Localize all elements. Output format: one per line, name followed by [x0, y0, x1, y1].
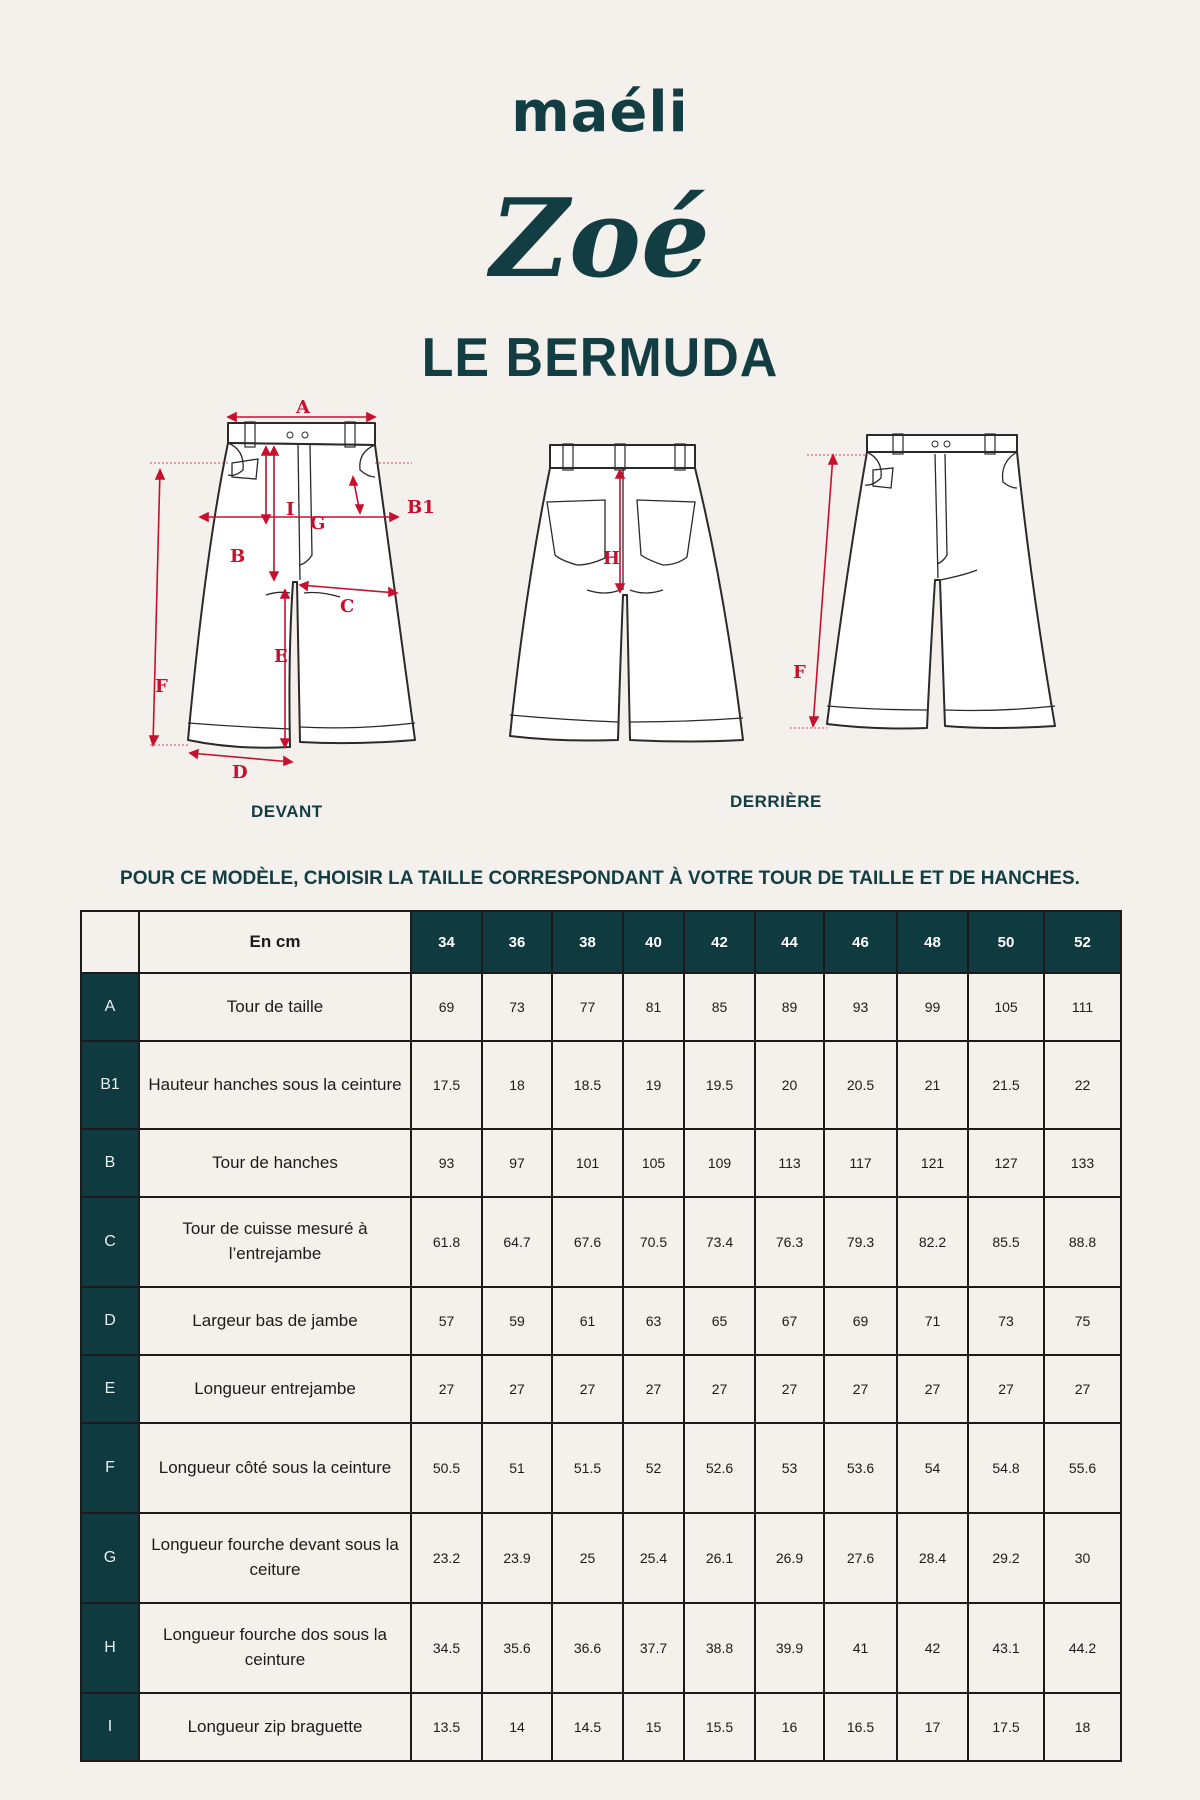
measure-value: 81 [623, 973, 684, 1041]
measure-code: F [81, 1423, 139, 1513]
table-row [81, 1287, 1121, 1355]
measure-value: 27 [824, 1355, 897, 1423]
measure-value: 27.6 [824, 1513, 897, 1603]
measure-value: 27 [552, 1355, 623, 1423]
measure-value: 93 [411, 1129, 482, 1197]
measure-value: 22 [1044, 1041, 1121, 1129]
measure-value: 55.6 [1044, 1423, 1121, 1513]
measure-value: 38.8 [684, 1603, 755, 1693]
measure-value: 105 [968, 973, 1044, 1041]
measure-value: 18 [1044, 1693, 1121, 1761]
measure-value: 73 [968, 1287, 1044, 1355]
measure-code: C [81, 1197, 139, 1287]
measure-value: 16 [755, 1693, 824, 1761]
measure-value: 69 [411, 973, 482, 1041]
measure-value: 44.2 [1044, 1603, 1121, 1693]
measure-label: Hauteur hanches sous la ceinture [139, 1041, 411, 1129]
measure-code: I [81, 1693, 139, 1761]
measure-value: 127 [968, 1129, 1044, 1197]
size-header-50: 50 [968, 911, 1044, 973]
measure-label: Largeur bas de jambe [139, 1287, 411, 1355]
front-view-label: DEVANT [251, 802, 323, 821]
measure-value: 99 [897, 973, 968, 1041]
table-row [81, 1355, 1121, 1423]
measure-value: 101 [552, 1129, 623, 1197]
measure-value: 75 [1044, 1287, 1121, 1355]
measure-value: 15 [623, 1693, 684, 1761]
measure-value: 41 [824, 1603, 897, 1693]
measure-value: 52.6 [684, 1423, 755, 1513]
measure-value: 18.5 [552, 1041, 623, 1129]
unit-header: En cm [139, 911, 411, 973]
measure-value: 26.1 [684, 1513, 755, 1603]
measure-value: 53 [755, 1423, 824, 1513]
measure-label-a: A [296, 397, 310, 418]
measure-value: 39.9 [755, 1603, 824, 1693]
measure-value: 71 [897, 1287, 968, 1355]
measure-value: 27 [482, 1355, 552, 1423]
measure-value: 54 [897, 1423, 968, 1513]
measure-value: 28.4 [897, 1513, 968, 1603]
size-header-38: 38 [552, 911, 623, 973]
measure-label-h: H [603, 548, 621, 569]
measure-value: 13.5 [411, 1693, 482, 1761]
measure-value: 67 [755, 1287, 824, 1355]
measure-value: 57 [411, 1287, 482, 1355]
measure-value: 34.5 [411, 1603, 482, 1693]
measure-value: 19 [623, 1041, 684, 1129]
garment-subtitle: LE BERMUDA [421, 327, 779, 389]
table-row [81, 1041, 1121, 1129]
measure-label-b1: B1 [407, 497, 435, 518]
measure-value: 59 [482, 1287, 552, 1355]
measure-value: 27 [968, 1355, 1044, 1423]
measure-label: Longueur entrejambe [139, 1355, 411, 1423]
size-header-34: 34 [411, 911, 482, 973]
measure-value: 70.5 [623, 1197, 684, 1287]
measure-value: 25.4 [623, 1513, 684, 1603]
measure-label-e: E [274, 646, 288, 667]
size-header-36: 36 [482, 911, 552, 973]
back-view-label: DERRIÈRE [730, 792, 822, 811]
measure-value: 88.8 [1044, 1197, 1121, 1287]
measure-label-f: F [155, 676, 168, 697]
measure-value: 121 [897, 1129, 968, 1197]
measure-value: 27 [755, 1355, 824, 1423]
measure-value: 133 [1044, 1129, 1121, 1197]
table-row [81, 1513, 1121, 1603]
measure-value: 113 [755, 1129, 824, 1197]
measure-label-b: B [230, 546, 246, 567]
measure-value: 17 [897, 1693, 968, 1761]
measure-code: B1 [81, 1041, 139, 1129]
measure-value: 14 [482, 1693, 552, 1761]
measure-value: 51 [482, 1423, 552, 1513]
measure-value: 67.6 [552, 1197, 623, 1287]
measure-value: 23.2 [411, 1513, 482, 1603]
table-row [81, 973, 1121, 1041]
brand-logo: maéli [511, 80, 689, 145]
measure-value: 43.1 [968, 1603, 1044, 1693]
table-row [81, 1423, 1121, 1513]
measure-value: 18 [482, 1041, 552, 1129]
size-header-44: 44 [755, 911, 824, 973]
table-row [81, 1603, 1121, 1693]
measure-value: 61 [552, 1287, 623, 1355]
measure-value: 51.5 [552, 1423, 623, 1513]
measure-value: 37.7 [623, 1603, 684, 1693]
measure-value: 27 [411, 1355, 482, 1423]
measure-value: 50.5 [411, 1423, 482, 1513]
size-header-46: 46 [824, 911, 897, 973]
measure-value: 63 [623, 1287, 684, 1355]
measure-value: 109 [684, 1129, 755, 1197]
measure-label-g: G [310, 513, 326, 534]
table-row [81, 1197, 1121, 1287]
measure-value: 19.5 [684, 1041, 755, 1129]
measure-value: 73.4 [684, 1197, 755, 1287]
measure-label-d: D [232, 762, 248, 783]
size-header-48: 48 [897, 911, 968, 973]
measure-value: 65 [684, 1287, 755, 1355]
measure-value: 20 [755, 1041, 824, 1129]
measure-value: 42 [897, 1603, 968, 1693]
measure-value: 77 [552, 973, 623, 1041]
measure-code: A [81, 973, 139, 1041]
measure-value: 29.2 [968, 1513, 1044, 1603]
measure-code: G [81, 1513, 139, 1603]
measure-value: 35.6 [482, 1603, 552, 1693]
measure-value: 23.9 [482, 1513, 552, 1603]
measure-value: 25 [552, 1513, 623, 1603]
table-row [81, 1129, 1121, 1197]
measure-label-c: C [340, 596, 355, 617]
measure-label: Tour de cuisse mesuré à l’entrejambe [139, 1197, 411, 1287]
measure-label-f-side: F [793, 662, 806, 683]
measure-value: 61.8 [411, 1197, 482, 1287]
measure-value: 26.9 [755, 1513, 824, 1603]
size-chart-table [80, 910, 1122, 1762]
measure-value: 14.5 [552, 1693, 623, 1761]
table-header-row [81, 911, 1121, 973]
measure-value: 85 [684, 973, 755, 1041]
measure-label: Longueur fourche devant sous la ceiture [139, 1513, 411, 1603]
measure-value: 82.2 [897, 1197, 968, 1287]
measure-value: 52 [623, 1423, 684, 1513]
measure-value: 111 [1044, 973, 1121, 1041]
measure-value: 21 [897, 1041, 968, 1129]
measure-value: 16.5 [824, 1693, 897, 1761]
measure-value: 27 [684, 1355, 755, 1423]
measure-value: 53.6 [824, 1423, 897, 1513]
measure-label: Longueur fourche dos sous la ceinture [139, 1603, 411, 1693]
measure-value: 15.5 [684, 1693, 755, 1761]
size-header-52: 52 [1044, 911, 1121, 973]
measure-value: 27 [1044, 1355, 1121, 1423]
size-header-40: 40 [623, 911, 684, 973]
measure-value: 105 [623, 1129, 684, 1197]
size-header-42: 42 [684, 911, 755, 973]
measure-value: 36.6 [552, 1603, 623, 1693]
measure-value: 89 [755, 973, 824, 1041]
measure-value: 93 [824, 973, 897, 1041]
measure-value: 17.5 [968, 1693, 1044, 1761]
measure-code: D [81, 1287, 139, 1355]
measure-value: 64.7 [482, 1197, 552, 1287]
measure-label: Tour de taille [139, 973, 411, 1041]
front-view-sketch [150, 397, 435, 785]
measure-value: 17.5 [411, 1041, 482, 1129]
measure-label: Tour de hanches [139, 1129, 411, 1197]
back-view-sketch [505, 440, 745, 750]
size-instruction: POUR CE MODÈLE, CHOISIR LA TAILLE CORRESPONDANT À VOTRE TOUR DE TAILLE ET DE HANCHES. [120, 868, 1080, 889]
measure-label: Longueur zip braguette [139, 1693, 411, 1761]
model-name: Zoé [490, 176, 710, 302]
measure-value: 20.5 [824, 1041, 897, 1129]
measure-value: 85.5 [968, 1197, 1044, 1287]
measure-code: E [81, 1355, 139, 1423]
measure-value: 73 [482, 973, 552, 1041]
measure-label-i: I [286, 499, 295, 520]
measure-value: 27 [897, 1355, 968, 1423]
measure-value: 21.5 [968, 1041, 1044, 1129]
measure-code: H [81, 1603, 139, 1693]
table-corner-cell [81, 911, 139, 973]
measure-label: Longueur côté sous la ceinture [139, 1423, 411, 1513]
measure-value: 54.8 [968, 1423, 1044, 1513]
measure-value: 76.3 [755, 1197, 824, 1287]
measure-value: 30 [1044, 1513, 1121, 1603]
table-row [81, 1693, 1121, 1761]
measure-value: 117 [824, 1129, 897, 1197]
measure-value: 97 [482, 1129, 552, 1197]
measure-code: B [81, 1129, 139, 1197]
measure-value: 27 [623, 1355, 684, 1423]
side-view-sketch [785, 430, 1060, 740]
measure-value: 79.3 [824, 1197, 897, 1287]
measure-value: 69 [824, 1287, 897, 1355]
